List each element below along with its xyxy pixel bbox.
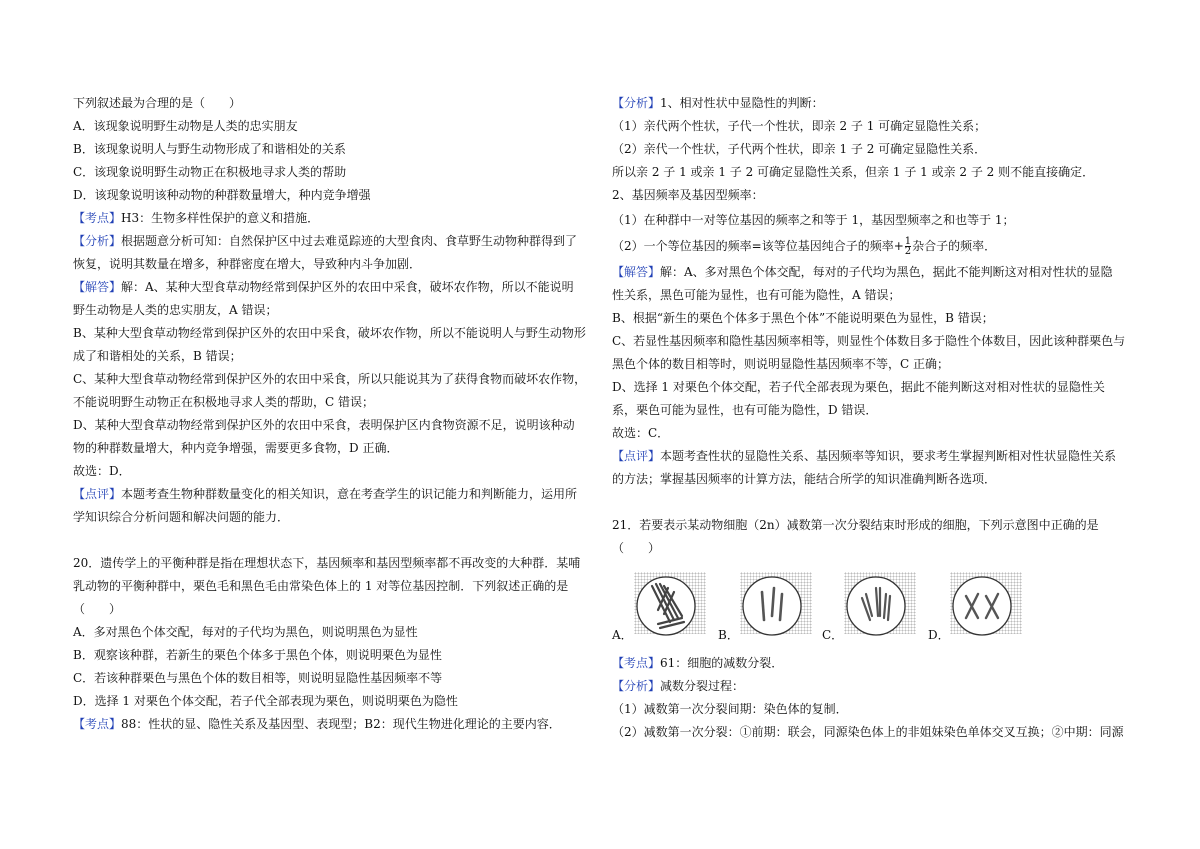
q19-kaodian xyxy=(73,210,319,227)
q21-fenxi-text-3: （2）减数第一次分裂：①前期：联会，同源染色体上的非姐妹染色单体交叉互换；②中期：同源 xyxy=(612,725,1124,739)
dianping-tag: 【点评】 xyxy=(612,449,661,463)
q19-jieda-text-4: 成了和谐相处的关系，B 错误； xyxy=(73,349,242,363)
q19-fenxi-text-1: 根据题意分析可知：自然保护区中过去难觅踪迹的大型食肉、食草野生动物种群得到了 xyxy=(121,234,578,248)
q20-dianping-text-2: 的方法；掌握基因频率的计算方法，能结合所学的知识准确判断各选项． xyxy=(612,472,997,486)
q20-dianping-text-1: 本题考查性状的显隐性关系、基因频率等知识，要求考生掌握判断相对性状显隐性关系 xyxy=(660,449,1117,463)
q19-jieda-text-5: C、某种大型食草动物经常到保护区外的农田中采食，所以只能说其为了获得食物而破坏农作物， xyxy=(73,372,587,386)
jieda-tag: 【解答】 xyxy=(612,265,661,279)
q21-fenxi-text-2: （1）减数第一次分裂间期：染色体的复制． xyxy=(612,702,848,716)
figure-c-label: C． xyxy=(822,628,844,642)
q19-jieda-text-2: 野生动物是人类的忠实朋友，A 错误； xyxy=(73,303,278,317)
q19-jieda-text-3: B、某种大型食草动物经常到保护区外的农田中采食，破坏农作物，所以不能说明人与野生动物形 xyxy=(73,326,586,340)
q20-jieda-text-2: 性关系，黑色可能为显性，也有可能为隐性，A 错误； xyxy=(612,288,901,302)
kaodian-tag: 【考点】 xyxy=(73,717,122,731)
kaodian-tag: 【考点】 xyxy=(73,211,122,225)
figure-c xyxy=(822,572,922,642)
q21-kaodian xyxy=(612,655,783,672)
q19-option-b: B．该现象说明人与野生动物形成了和谐相处的关系 xyxy=(73,142,346,156)
q19-jieda xyxy=(73,279,574,296)
q20-option-a: A．多对黑色个体交配，每对的子代均为黑色，则说明黑色为显性 xyxy=(73,625,418,639)
q20-fenxi-text-4: 所以亲 2 子 1 或亲 1 子 2 可确定显隐性关系，但亲 1 子 1 或亲 2 子 2 则不能直接确定． xyxy=(612,165,1095,179)
q19-stem: 下列叙述最为合理的是（ ） xyxy=(73,96,242,110)
figure-a-label: A． xyxy=(612,628,633,642)
q21-stem-2: （ ） xyxy=(612,541,661,555)
fraction-denominator: 2 xyxy=(904,246,912,257)
q20-answer: 故选：C． xyxy=(612,426,670,440)
q20-jieda-text-4: C、若显性基因频率和隐性基因频率相等，则显性个体数目多于隐性个体数目，因此该种群栗色与 xyxy=(612,334,1126,348)
q19-dianping-text-2: 学知识综合分析问题和解决问题的能力． xyxy=(73,510,290,524)
q20-stem-3: （ ） xyxy=(73,602,122,616)
q20-fenxi-text-7b: 杂合子的频率． xyxy=(912,239,997,253)
q20-fenxi-formula xyxy=(612,237,996,256)
q20-fenxi xyxy=(612,95,824,112)
figure-b-label: B． xyxy=(718,628,739,642)
q20-option-d: D．选择 1 对栗色个体交配，若子代全部表现为栗色，则说明栗色为隐性 xyxy=(73,694,458,708)
q19-dianping xyxy=(73,486,577,503)
q20-stem-1: 20．遗传学上的平衡种群是指在理想状态下，基因频率和基因型频率都不再改变的大种群．某哺 xyxy=(73,556,581,570)
figure-d xyxy=(928,572,1028,642)
q20-kaodian-text: 88：性状的显、隐性关系及基因型、表现型；B2：现代生物进化理论的主要内容． xyxy=(121,717,561,731)
figure-d-label: D． xyxy=(928,628,950,642)
fenxi-tag: 【分析】 xyxy=(612,96,661,110)
q20-fenxi-text-6: （1）在种群中一对等位基因的频率之和等于 1，基因型频率之和也等于 1； xyxy=(612,213,1015,227)
q20-stem-2: 乳动物的平衡种群中，栗色毛和黑色毛由常染色体上的 1 对等位基因控制．下列叙述正确的是 xyxy=(73,579,569,593)
q19-option-d: D．该现象说明该种动物的种群数量增大，种内竞争增强 xyxy=(73,188,371,202)
dianping-tag: 【点评】 xyxy=(73,487,122,501)
q20-fenxi-text-1: 1、相对性状中显隐性的判断： xyxy=(660,96,824,110)
fraction-numerator: 1 xyxy=(904,236,912,247)
q21-figure-row xyxy=(612,572,1132,644)
q19-jieda-text-7: D、某种大型食草动物经常到保护区外的农田中采食，表明保护区内食物资源不足，说明该种动 xyxy=(73,418,575,432)
q20-dianping xyxy=(612,448,1116,465)
q20-jieda-text-3: B、根据“新生的栗色个体多于黑色个体”不能说明栗色为显性，B 错误； xyxy=(612,311,994,325)
q19-dianping-text-1: 本题考查生物种群数量变化的相关知识，意在考查学生的识记能力和判断能力，运用所 xyxy=(121,487,578,501)
q19-kaodian-text: H3：生物多样性保护的意义和措施． xyxy=(121,211,320,225)
q19-option-c: C．该现象说明野生动物正在积极地寻求人类的帮助 xyxy=(73,165,347,179)
q21-fenxi-text-1: 减数分裂过程： xyxy=(660,679,745,693)
fenxi-tag: 【分析】 xyxy=(612,679,661,693)
fenxi-tag: 【分析】 xyxy=(73,234,122,248)
q20-fenxi-text-5: 2、基因频率及基因型频率： xyxy=(612,188,764,202)
q21-stem-1: 21．若要表示某动物细胞（2n）减数第一次分裂结束时形成的细胞，下列示意图中正确的是 xyxy=(612,518,1099,532)
q20-jieda-text-6: D、选择 1 对栗色个体交配，若子代全部表现为栗色，据此不能判断这对相对性状的显隐性关 xyxy=(612,380,1105,394)
q20-fenxi-text-3: （2）亲代一个性状，子代两个性状，即亲 1 子 2 可确定显隐性关系． xyxy=(612,142,987,156)
q20-kaodian xyxy=(73,716,561,733)
q20-fenxi-text-7a: （2）一个等位基因的频率=该等位基因纯合子的频率+ xyxy=(612,239,904,253)
q20-jieda-text-7: 系，栗色可能为显性，也有可能为隐性，D 错误． xyxy=(612,403,878,417)
q20-fenxi-text-2: （1）亲代两个性状，子代一个性状，即亲 2 子 1 可确定显隐性关系； xyxy=(612,119,987,133)
q21-fenxi xyxy=(612,678,744,695)
q19-jieda-text-6: 不能说明野生动物正在积极地寻求人类的帮助，C 错误； xyxy=(73,395,374,409)
q19-fenxi xyxy=(73,233,577,250)
figure-a xyxy=(612,572,712,642)
q20-jieda-text-5: 黑色个体的数目相等时，则说明显隐性基因频率不等，C 正确； xyxy=(612,357,949,371)
q21-kaodian-text: 61：细胞的减数分裂． xyxy=(660,656,784,670)
kaodian-tag: 【考点】 xyxy=(612,656,661,670)
q19-fenxi-text-2: 恢复，说明其数量在增多，种群密度在增大，导致种内斗争加剧． xyxy=(73,257,422,271)
q19-jieda-text-8: 物的种群数量增大，种内竞争增强，需要更多食物，D 正确． xyxy=(73,441,399,455)
q20-option-c: C．若该种群栗色与黑色个体的数目相等，则说明显隐性基因频率不等 xyxy=(73,671,443,685)
fraction-one-half xyxy=(905,237,911,256)
jieda-tag: 【解答】 xyxy=(73,280,122,294)
q20-jieda xyxy=(612,264,1113,281)
q20-jieda-text-1: 解：A、多对黑色个体交配，每对的子代均为黑色，据此不能判断这对相对性状的显隐 xyxy=(660,265,1113,279)
q19-jieda-text-1: 解：A、某种大型食草动物经常到保护区外的农田中采食，破坏农作物，所以不能说明 xyxy=(121,280,574,294)
q20-option-b: B．观察该种群，若新生的栗色个体多于黑色个体，则说明栗色为显性 xyxy=(73,648,442,662)
figure-b xyxy=(718,572,818,642)
q19-option-a: A．该现象说明野生动物是人类的忠实朋友 xyxy=(73,119,298,133)
q19-answer: 故选：D． xyxy=(73,464,131,478)
